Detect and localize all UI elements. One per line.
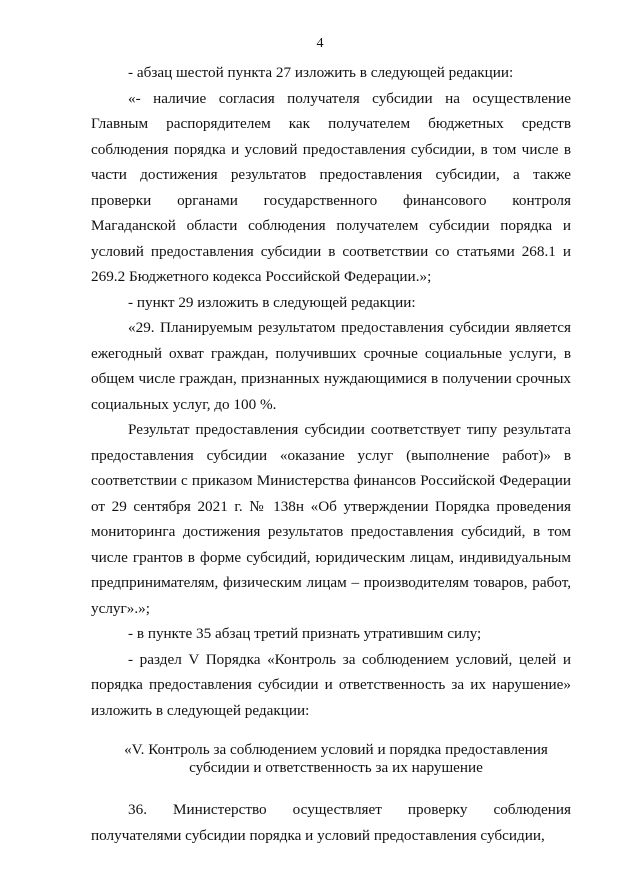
paragraph-4: «29. Планируемым результатом предоставления субсидии является ежегодный охват граждан, получивших срочные социальные услуги, в общем числе граждан, признанных нуждающимися в получении срочных социальных услуг, до 100 %.: [91, 319, 571, 413]
paragraph-36: 36. Министерство осуществляет проверку соблюдения получателями субсидии порядка и условий предоставления субсидии,: [91, 801, 571, 844]
page-number: 4: [316, 36, 324, 51]
document-body: [91, 60, 571, 848]
paragraph-6: - в пункте 35 абзац третий признать утратившим силу;: [128, 625, 482, 642]
paragraph-5: Результат предоставления субсидии соответствует типу результата предоставления субсидии «оказание услуг (выполнение работ)» в соответствии с приказом Министерства финансов Российской Федерации от 29 сентября 2021 г. № 138н «Об утверждении Порядка проведения мониторинга достижения результатов предоставления субсидий, в том числе грантов в форме субсидий, юридическим лицам, индивидуальным предпринимателям, физическим лицам – производителям товаров, работ, услуг».»;: [91, 421, 571, 617]
paragraph-7: - раздел V Порядка «Контроль за соблюдением условий, целей и порядка предоставления субсидии и ответственность за их нарушение» изложить в следующей редакции:: [91, 650, 571, 719]
section-heading: [91, 741, 571, 777]
section-heading-line-1: «V. Контроль за соблюдением условий и порядка предоставления: [124, 741, 548, 758]
paragraph-1: - абзац шестой пункта 27 изложить в следующей редакции:: [128, 64, 514, 81]
paragraph-3: - пункт 29 изложить в следующей редакции:: [128, 293, 416, 311]
paragraph-2: «- наличие согласия получателя субсидии на осуществление Главным распорядителем как получателем бюджетных средств соблюдения порядка и условий предоставления субсидии, в том числе в части достижения результатов предоставления субсидии, а также проверки органами государственного финансового контроля Магаданской области соблюдения получателем субсидии порядка и условий предоставления субсидии в соответствии со статьями 268.1 и 269.2 Бюджетного кодекса Российской Федерации.»;: [91, 89, 571, 285]
section-heading-line-2: субсидии и ответственность за их нарушение: [189, 759, 483, 776]
